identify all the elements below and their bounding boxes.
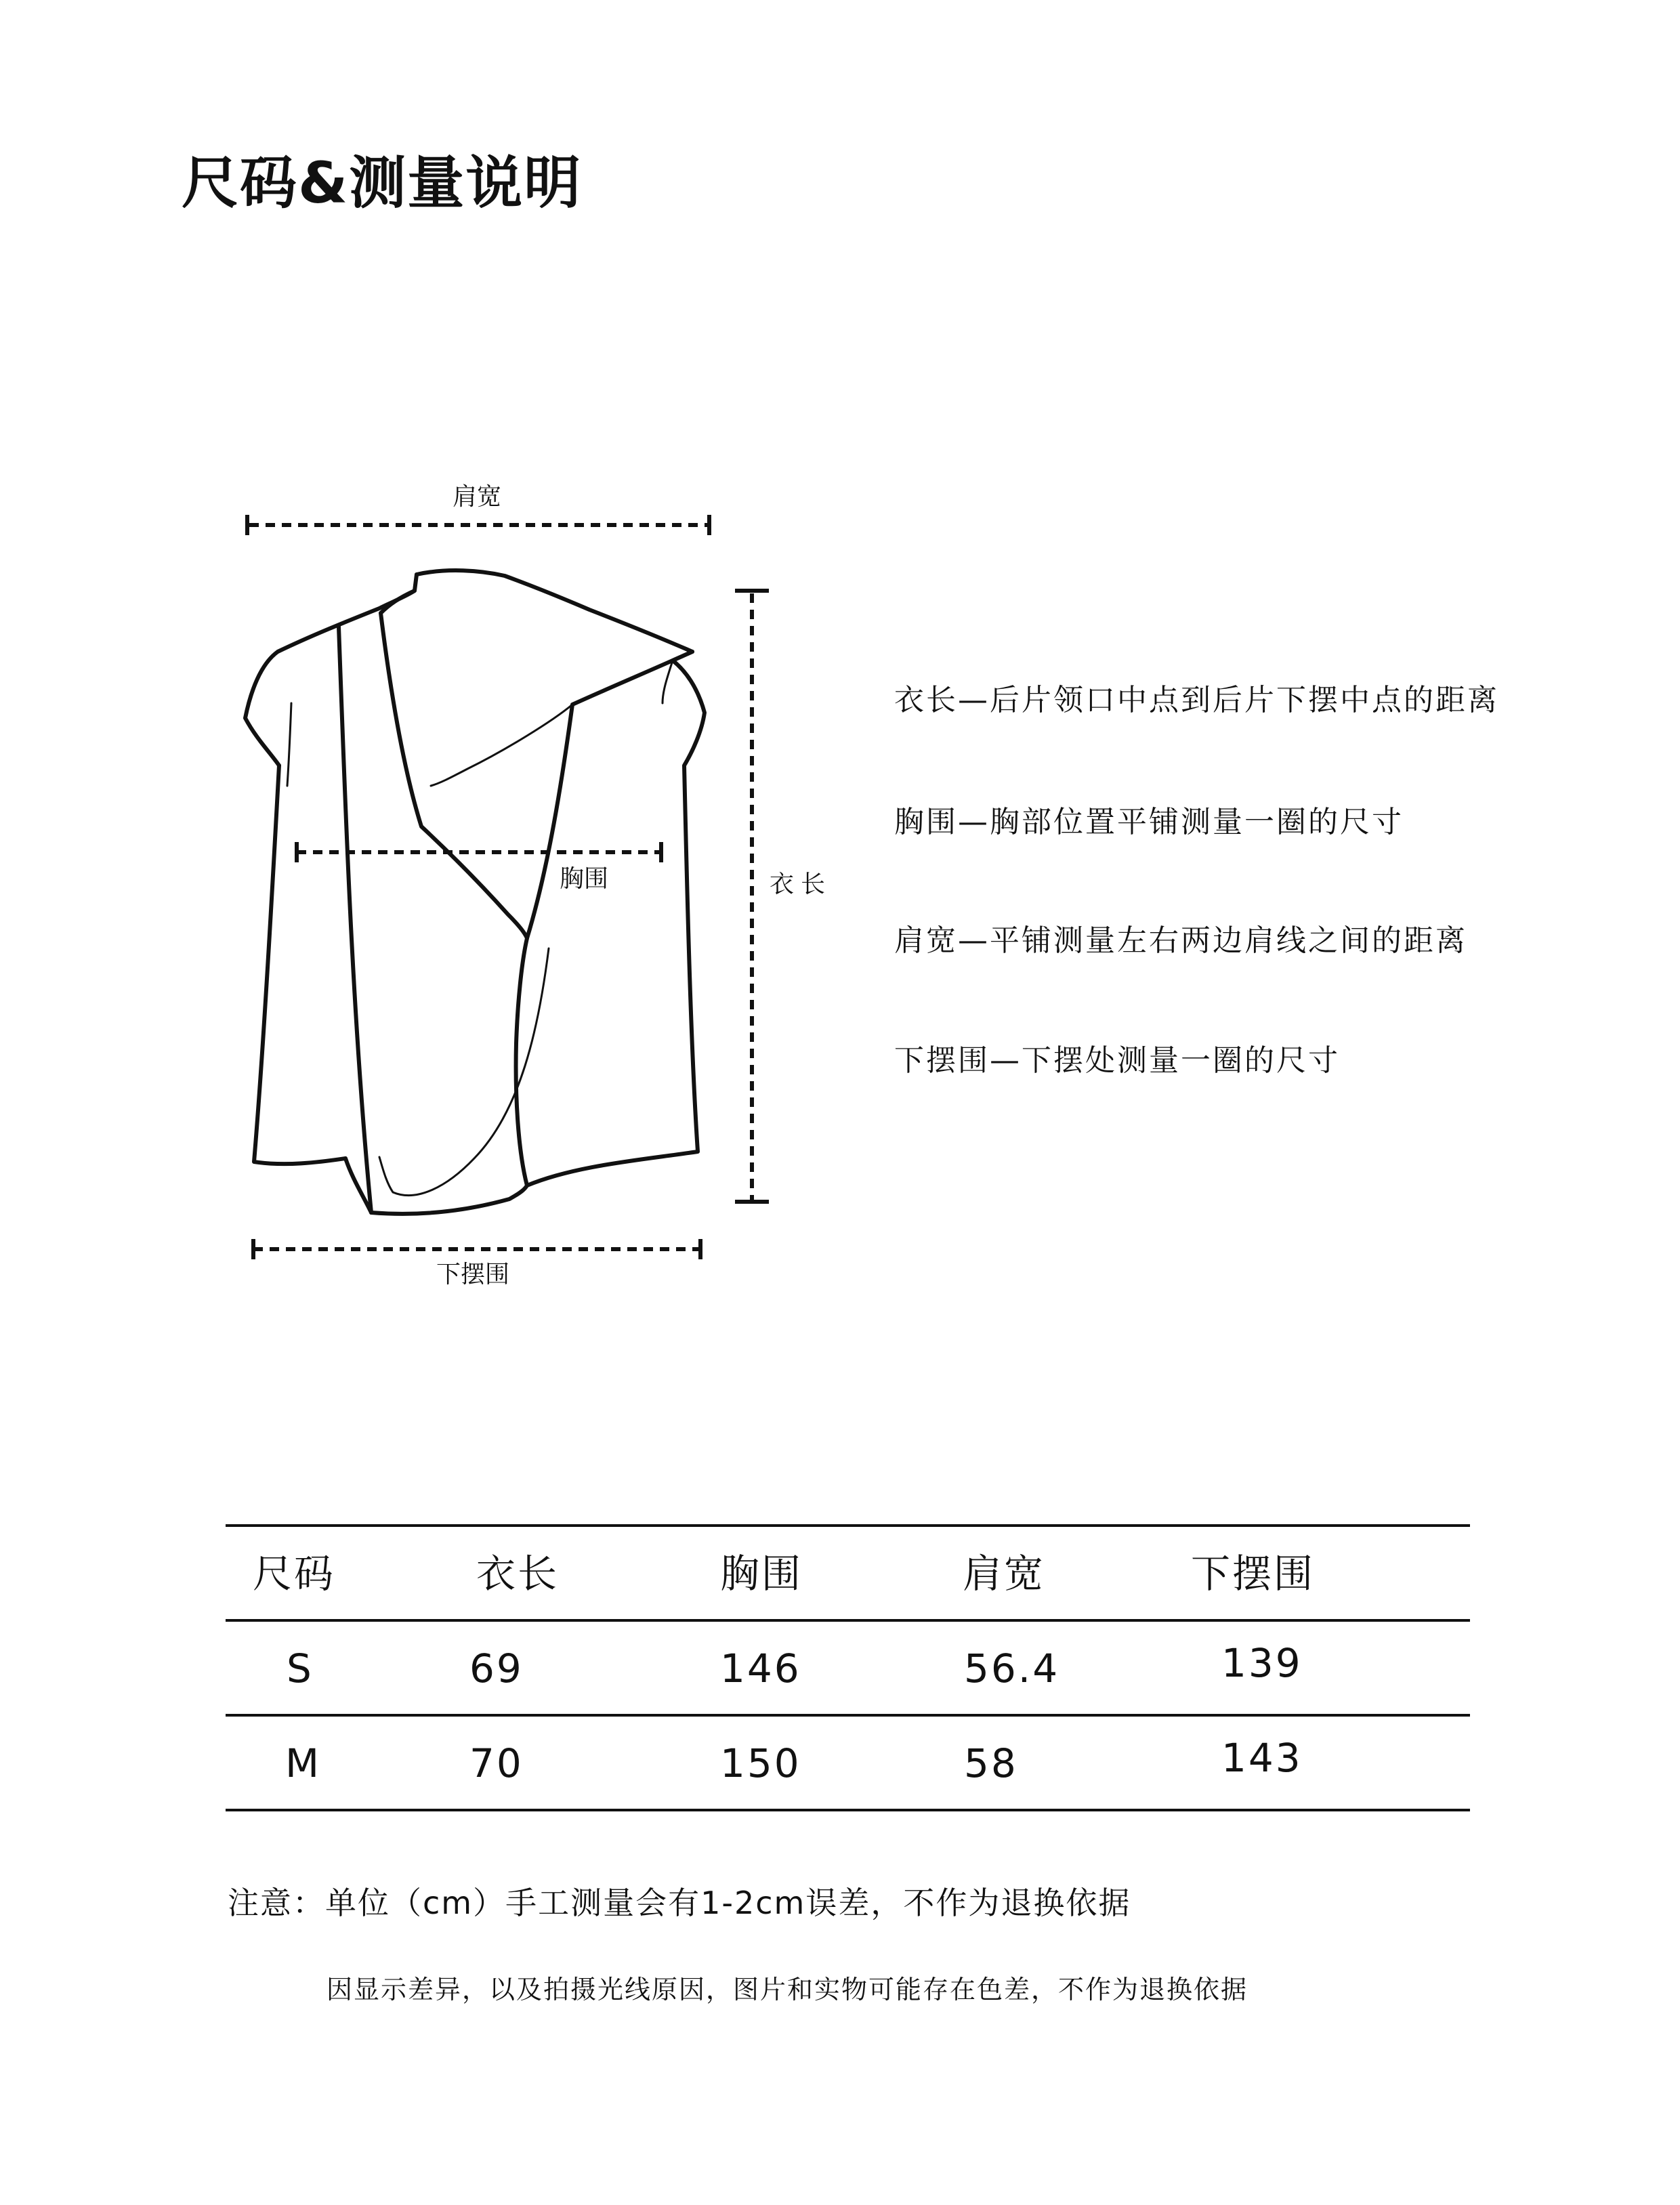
header-chest: 胸围: [720, 1551, 803, 1597]
cell-size: S: [287, 1645, 314, 1692]
hem-dimension-line: [253, 1239, 700, 1259]
shoulder-label: 肩宽: [453, 483, 502, 511]
table-row: [226, 1717, 1470, 1811]
cell-length: 70: [469, 1740, 524, 1786]
garment-outline: [245, 570, 705, 1214]
cell-hem: 139: [1221, 1640, 1303, 1686]
header-length: 衣长: [476, 1551, 560, 1597]
cell-length: 69: [469, 1645, 524, 1692]
cell-hem: 143: [1221, 1735, 1303, 1781]
header-shoulder: 肩宽: [963, 1551, 1046, 1597]
note-measurement-error: 注意：单位（cm）手工测量会有1-2cm误差，不作为退换依据: [228, 1885, 1131, 1921]
description-shoulder: 肩宽—平铺测量左右两边肩线之间的距离: [894, 923, 1467, 958]
table-row: [226, 1622, 1470, 1717]
header-size: 尺码: [253, 1551, 336, 1597]
size-table: [226, 1524, 1470, 1811]
description-hem: 下摆围—下摆处测量一圈的尺寸: [894, 1043, 1340, 1078]
description-length: 衣长—后片领口中点到后片下摆中点的距离: [894, 683, 1499, 717]
hem-label: 下摆围: [436, 1261, 510, 1288]
cell-shoulder: 56.4: [964, 1645, 1060, 1692]
description-chest: 胸围—胸部位置平铺测量一圈的尺寸: [894, 805, 1404, 839]
note-color-difference: 因显示差异，以及拍摄光线原因，图片和实物可能存在色差，不作为退换依据: [327, 1975, 1248, 2004]
cell-size: M: [285, 1740, 322, 1786]
chest-label: 胸围: [560, 865, 609, 893]
cell-shoulder: 58: [964, 1740, 1018, 1786]
chest-dimension-line: [297, 842, 661, 862]
length-dimension-line: [735, 591, 769, 1202]
size-table-header-row: [226, 1524, 1470, 1622]
cell-chest: 146: [720, 1645, 801, 1692]
header-hem: 下摆围: [1191, 1551, 1316, 1597]
length-label: 衣长: [770, 870, 833, 898]
cell-chest: 150: [720, 1740, 801, 1786]
page-title: 尺码&测量说明: [182, 150, 583, 216]
shoulder-dimension-line: [247, 515, 709, 535]
